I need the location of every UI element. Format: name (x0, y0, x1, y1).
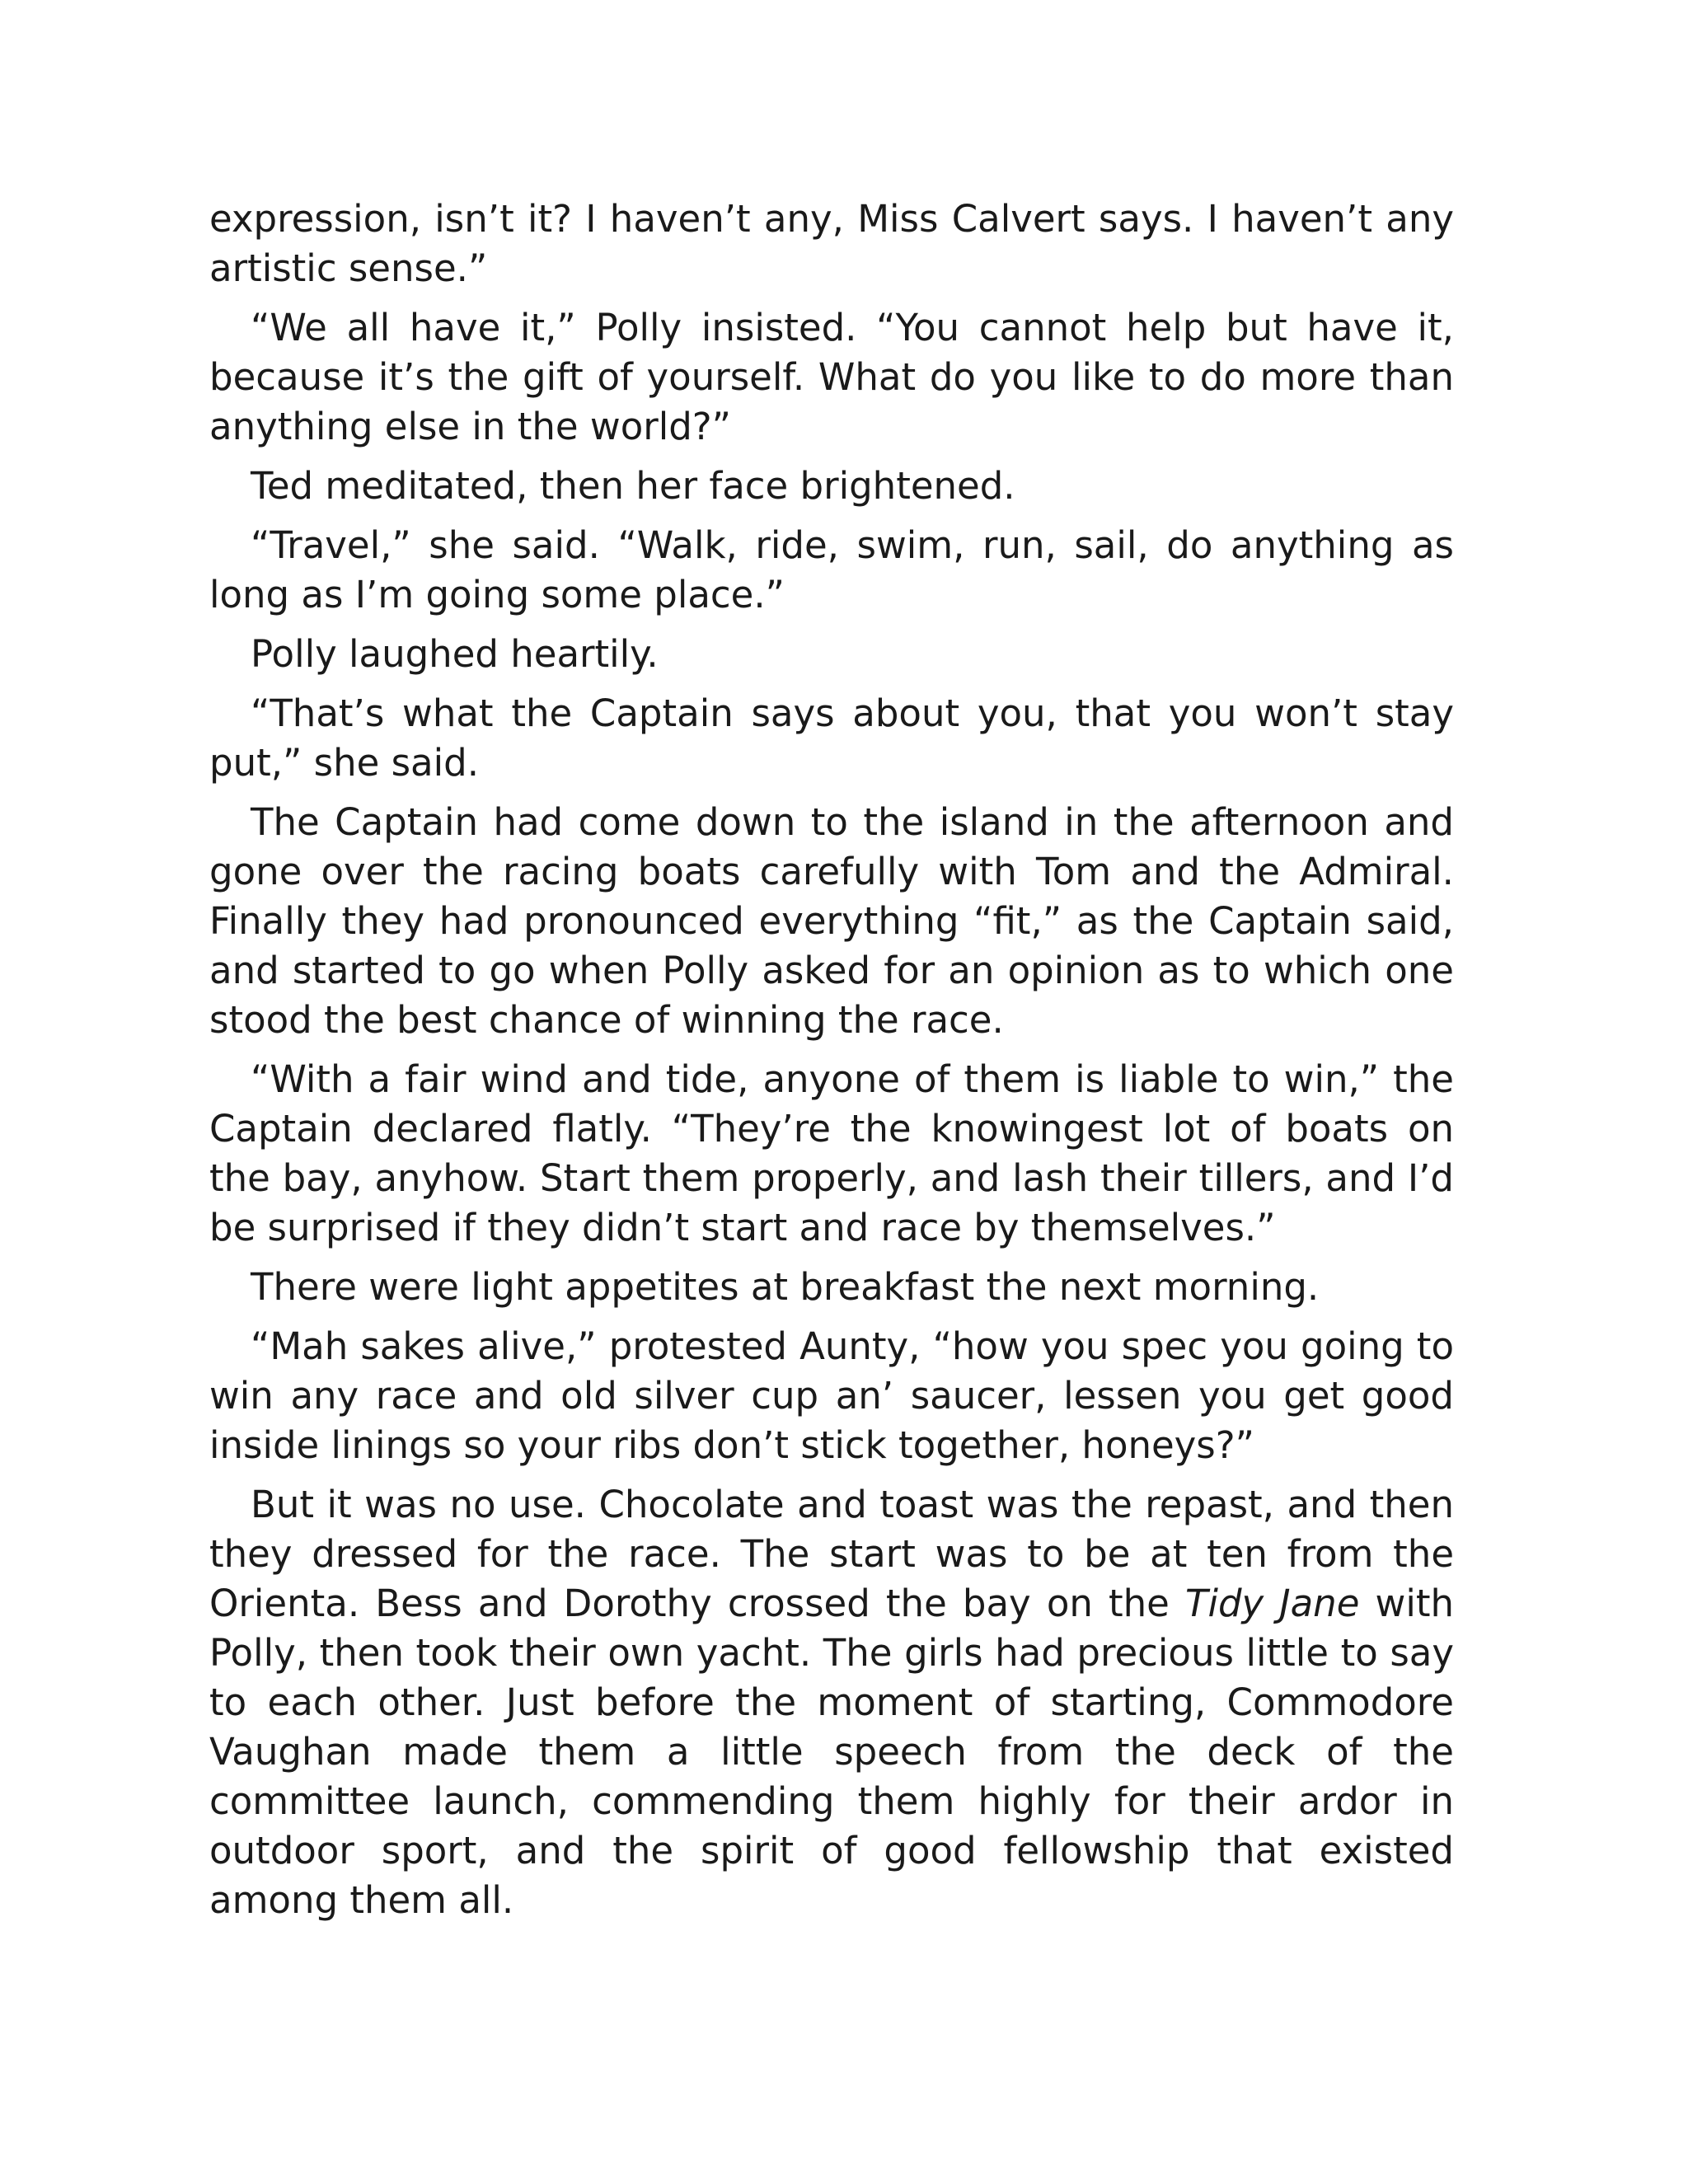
paragraph-text: “That’s what the Captain says about you, that you won’t stay put,” she said. (209, 691, 1454, 785)
paragraph-text: The Captain had come down to the island in the afternoon and gone over the racing boats carefully with Tom and the Admiral. Finally they had pronounced everything “fit,” as the Captain said, and started to go when Polly asked for an opinion as to which one stood the best chance of winning the race. (209, 800, 1454, 1042)
paragraph (209, 1322, 1454, 1470)
paragraph-text: “Mah sakes alive,” protested Aunty, “how you spec you going to win any race and old silver cup an’ saucer, lessen you get good inside linings so your ribs don’t stick together, honeys?” (209, 1324, 1454, 1467)
paragraph (209, 689, 1454, 788)
page-body (209, 194, 1454, 1935)
paragraph-text: Polly laughed heartily. (251, 632, 659, 676)
paragraph (209, 521, 1454, 620)
paragraph-text: “Travel,” she said. “Walk, ride, swim, run, sail, do anything as long as I’m going some place.” (209, 523, 1454, 616)
paragraph (209, 462, 1454, 511)
paragraph-text: “With a fair wind and tide, anyone of them is liable to win,” the Captain declared flatly. “They’re the knowingest lot of boats on the bay, anyhow. Start them properly, and lash their tillers, and I’d be surprised if they didn’t start and race by themselves.” (209, 1057, 1454, 1249)
paragraph-text: But it was no use. Chocolate and toast was the repast, and then they dressed for the race. The start was to be at ten from the Orienta. Bess and Dorothy crossed the bay on the (209, 1483, 1454, 1625)
boat-name: Tidy Jane (1185, 1582, 1360, 1625)
paragraph-text: Ted meditated, then her face brightened. (251, 464, 1015, 508)
paragraph (209, 1055, 1454, 1253)
paragraph-text: expression, isn’t it? I haven’t any, Miss Calvert says. I haven’t any artistic sense.” (209, 197, 1454, 290)
paragraph (209, 1263, 1454, 1312)
paragraph (209, 798, 1454, 1045)
paragraph-text: “We all have it,” Polly insisted. “You cannot help but have it, because it’s the gift of yourself. What do you like to do more than anything else in the world?” (209, 306, 1454, 448)
paragraph (209, 194, 1454, 293)
paragraph-text: There were light appetites at breakfast the next morning. (251, 1265, 1320, 1309)
paragraph (209, 630, 1454, 679)
paragraph (209, 303, 1454, 452)
paragraph-text: with Polly, then took their own yacht. The girls had precious little to say to each other. Just before the moment of starting, Commodore Vaughan made them a little speech from the deck of the committee launch, commending them highly for their ardor in outdoor sport, and the spirit of good fellowship that existed among them all. (209, 1582, 1455, 1922)
paragraph (209, 1480, 1454, 1925)
